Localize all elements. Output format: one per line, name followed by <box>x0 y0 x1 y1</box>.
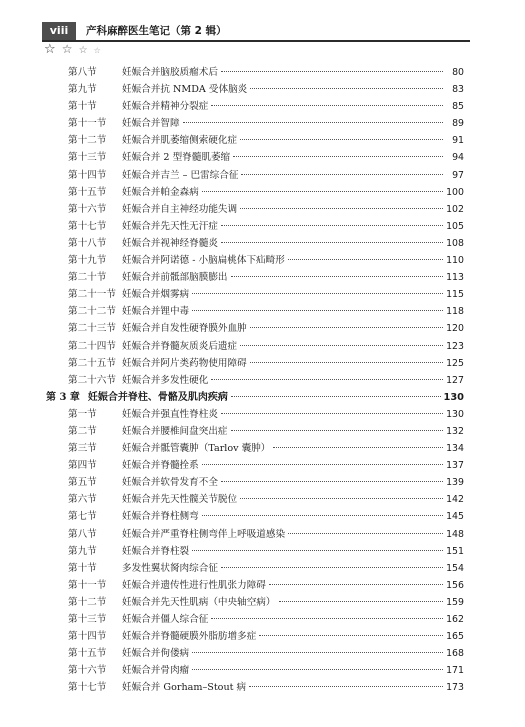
toc-entry-title: 妊娠合并先天性无汗症 <box>122 220 218 232</box>
toc-entry-title: 妊娠合并多发性硬化 <box>122 374 209 386</box>
toc-section-entry[interactable] <box>46 372 464 389</box>
toc-entry-title: 妊娠合并先天性髋关节脱位 <box>122 494 238 506</box>
toc-entry-page: 151 <box>446 545 464 557</box>
toc-entry-number: 第九节 <box>68 84 97 96</box>
toc-section-entry[interactable] <box>46 440 464 457</box>
toc-entry-title: 妊娠合并视神经脊髓炎 <box>122 237 218 249</box>
toc-entry-title: 妊娠合并脊髓灰质炎后遗症 <box>122 340 238 352</box>
toc-entry-title: 妊娠合并骶管囊肿（Tarlov 囊肿） <box>122 443 271 455</box>
dot-leader <box>221 567 443 568</box>
dot-leader <box>288 259 443 260</box>
toc-entry-title: 妊娠合并精神分裂症 <box>122 101 209 113</box>
toc-entry-page: 139 <box>446 477 464 489</box>
toc-entry-page: 127 <box>446 374 464 386</box>
toc-section-entry[interactable] <box>46 457 464 474</box>
dot-leader <box>231 396 441 397</box>
toc-section-entry[interactable] <box>46 526 464 543</box>
toc-entry-page: 154 <box>446 562 464 574</box>
toc-section-entry[interactable] <box>46 491 464 508</box>
toc-entry-page: 162 <box>446 614 464 625</box>
dot-leader <box>269 584 443 585</box>
toc-entry-page: 145 <box>446 511 464 523</box>
toc-section-entry[interactable] <box>46 81 464 98</box>
toc-entry-title: 妊娠合并先天性肌病（中央轴空病） <box>122 596 276 608</box>
toc-entry-number: 第二十五节 <box>68 357 116 369</box>
toc-entry-title: 妊娠合并腰椎间盘突出症 <box>122 425 228 437</box>
toc-entry-number: 第六节 <box>68 494 97 506</box>
toc-section-entry[interactable] <box>46 594 464 611</box>
toc-entry-page: 105 <box>446 220 464 232</box>
toc-entry-page: 159 <box>446 596 464 608</box>
toc-section-entry[interactable] <box>46 252 464 269</box>
toc-section-entry[interactable] <box>46 662 464 679</box>
toc-entry-page: 168 <box>446 648 464 660</box>
toc-entry-title: 妊娠合并 2 型脊髓肌萎缩 <box>122 152 231 164</box>
dot-leader <box>259 635 443 636</box>
book-title: 产科麻醉医生笔记（第 2 辑） <box>86 25 227 37</box>
toc-entry-number: 第十六节 <box>68 665 107 677</box>
toc-entry-page: 125 <box>446 357 464 369</box>
toc-entry-page: 80 <box>452 67 464 78</box>
toc-entry-page: 91 <box>452 135 464 147</box>
toc-entry-number: 第十七节 <box>68 682 107 694</box>
dot-leader <box>240 345 443 346</box>
dot-leader <box>192 669 443 670</box>
dot-leader <box>231 276 443 277</box>
dot-leader <box>183 122 443 123</box>
toc-entry-number: 第二节 <box>68 425 97 437</box>
toc-entry-title: 妊娠合并自主神经功能失调 <box>122 203 238 215</box>
dot-leader <box>249 686 443 687</box>
toc-entry-number: 第八节 <box>68 67 97 78</box>
toc-entry-page: 148 <box>446 528 464 540</box>
toc-entry-page: 100 <box>446 186 464 198</box>
toc-entry-number: 第十三节 <box>68 152 107 164</box>
toc-entry-title: 妊娠合并遗传性进行性肌张力障碍 <box>122 579 266 591</box>
toc-entry-page: 89 <box>452 118 464 130</box>
toc-section-entry[interactable] <box>46 98 464 115</box>
toc-entry-title: 妊娠合并脊髓硬膜外脂肪增多症 <box>122 631 257 643</box>
dot-leader <box>240 208 443 209</box>
toc-section-entry[interactable] <box>46 406 464 423</box>
dot-leader <box>241 174 443 175</box>
toc-entry-page: 137 <box>446 460 464 472</box>
toc-section-entry[interactable] <box>46 320 464 337</box>
toc-entry-number: 第十四节 <box>68 169 107 181</box>
toc-entry-page: 110 <box>446 255 464 267</box>
toc-entry-number: 第二十六节 <box>68 374 116 386</box>
toc-entry-number: 第十节 <box>68 101 97 113</box>
toc-entry-number: 第十一节 <box>68 118 107 130</box>
toc-section-entry[interactable] <box>46 645 464 662</box>
toc-section-entry[interactable] <box>46 269 464 286</box>
toc-entry-number: 第二十一节 <box>68 289 116 301</box>
toc-entry-number: 第十六节 <box>68 203 107 215</box>
toc-entry-number: 第五节 <box>68 477 97 489</box>
toc-section-entry[interactable] <box>46 235 464 252</box>
toc-section-entry[interactable] <box>46 423 464 440</box>
dot-leader <box>250 362 443 363</box>
toc-entry-title: 妊娠合并锂中毒 <box>122 306 190 318</box>
toc-entry-number: 第十五节 <box>68 648 107 660</box>
toc-section-entry[interactable] <box>46 560 464 577</box>
toc-entry-title: 妊娠合并脑胶质瘤术后 <box>122 67 218 78</box>
toc-entry-page: 108 <box>446 237 464 249</box>
toc-section-entry[interactable] <box>46 132 464 149</box>
dot-leader <box>221 481 443 482</box>
toc-entry-number: 第九节 <box>68 545 97 557</box>
toc-section-entry[interactable] <box>46 201 464 218</box>
toc-entry-page: 94 <box>452 152 464 164</box>
dot-leader <box>202 191 443 192</box>
dot-leader <box>202 464 443 465</box>
toc-section-entry[interactable] <box>46 184 464 201</box>
toc-chapter-entry[interactable] <box>46 389 464 406</box>
toc-entry-page: 85 <box>452 101 464 113</box>
dot-leader <box>192 293 443 294</box>
toc-entry-number: 第十一节 <box>68 579 107 591</box>
dot-leader <box>221 413 443 414</box>
toc-section-entry[interactable] <box>46 303 464 320</box>
star-icon: ☆ <box>61 42 73 56</box>
dot-leader <box>233 156 443 157</box>
toc-entry-number: 第二十二节 <box>68 306 116 318</box>
toc-entry-number: 第 3 章 <box>46 391 80 403</box>
toc-entry-page: 120 <box>446 323 464 335</box>
dot-leader <box>221 225 443 226</box>
toc-entry-number: 第十三节 <box>68 614 107 625</box>
toc-entry-number: 第二十三节 <box>68 323 116 335</box>
toc-section-entry[interactable] <box>46 64 464 81</box>
dot-leader <box>211 379 443 380</box>
toc-entry-number: 第一节 <box>68 408 97 420</box>
toc-entry-number: 第十节 <box>68 562 97 574</box>
toc-entry-number: 第十九节 <box>68 255 107 267</box>
toc-section-entry[interactable] <box>46 167 464 184</box>
dot-leader <box>211 105 443 106</box>
toc-section-entry[interactable] <box>46 474 464 491</box>
dot-leader <box>192 550 443 551</box>
toc-entry-title: 妊娠合并智障 <box>122 118 180 130</box>
toc-entry-title: 多发性翼状胬肉综合征 <box>122 562 218 574</box>
toc-entry-title: 妊娠合并自发性硬脊膜外血肿 <box>122 323 247 335</box>
dot-leader <box>202 515 443 516</box>
dot-leader <box>211 618 443 619</box>
toc-entry-title: 妊娠合并脊柱裂 <box>122 545 190 557</box>
toc-entry-number: 第十八节 <box>68 237 107 249</box>
toc-entry-number: 第十七节 <box>68 220 107 232</box>
toc-entry-title: 妊娠合并软骨发育不全 <box>122 477 218 489</box>
toc-entry-title: 妊娠合并脊髓拴系 <box>122 460 199 472</box>
toc-entry-title: 妊娠合并肌萎缩侧索硬化症 <box>122 135 238 147</box>
toc-section-entry[interactable] <box>46 508 464 525</box>
toc-entry-title: 妊娠合并烟雾病 <box>122 289 190 301</box>
toc-entry-number: 第二十四节 <box>68 340 116 352</box>
dot-leader <box>221 71 443 72</box>
toc-section-entry[interactable] <box>46 543 464 560</box>
toc-entry-title: 妊娠合并 Gorham–Stout 病 <box>122 682 247 694</box>
toc-entry-number: 第三节 <box>68 443 97 455</box>
toc-section-entry[interactable] <box>46 218 464 235</box>
toc-entry-title: 妊娠合并帕金森病 <box>122 186 199 198</box>
dot-leader <box>221 242 443 243</box>
toc-entry-title: 妊娠合并抗 NMDA 受体脑炎 <box>122 84 248 96</box>
toc-entry-title: 妊娠合并阿诺德 - 小脑扁桃体下疝畸形 <box>122 255 285 267</box>
star-icon: ☆ <box>93 46 101 55</box>
toc-entry-number: 第十五节 <box>68 186 107 198</box>
toc-entry-title: 妊娠合并骨肉瘤 <box>122 665 190 677</box>
dot-leader <box>240 139 443 140</box>
toc-entry-title: 妊娠合并脊柱侧弯 <box>122 511 199 523</box>
toc-entry-page: 83 <box>452 84 464 96</box>
toc-section-entry[interactable] <box>46 115 464 132</box>
toc-section-entry[interactable] <box>46 577 464 594</box>
toc-entry-page: 173 <box>446 682 464 694</box>
toc-entry-page: 115 <box>446 289 464 301</box>
toc-entry-page: 130 <box>446 408 464 420</box>
dot-leader <box>250 327 443 328</box>
dot-leader <box>279 601 444 602</box>
toc-entry-title: 妊娠合并僵人综合征 <box>122 614 209 625</box>
page-number: viii <box>42 22 76 40</box>
toc-entry-page: 130 <box>443 391 464 403</box>
toc-entry-page: 165 <box>446 631 464 643</box>
dot-leader <box>192 310 443 311</box>
toc-section-entry[interactable] <box>46 286 464 303</box>
toc-entry-title: 妊娠合并阿片类药物使用障碍 <box>122 357 247 369</box>
dot-leader <box>192 652 443 653</box>
toc-entry-page: 118 <box>446 306 464 318</box>
toc-section-entry[interactable] <box>46 611 464 628</box>
toc-entry-number: 第七节 <box>68 511 97 523</box>
toc-entry-page: 142 <box>446 494 464 506</box>
toc-entry-title: 妊娠合并强直性脊柱炎 <box>122 408 218 420</box>
dot-leader <box>250 88 443 89</box>
toc-entry-title: 妊娠合并严重脊柱侧弯伴上呼吸道感染 <box>122 528 286 540</box>
toc-entry-title: 妊娠合并吉兰 – 巴雷综合征 <box>122 169 239 181</box>
toc-section-entry[interactable] <box>46 628 464 645</box>
toc-entry-number: 第二十节 <box>68 272 107 284</box>
toc-entry-page: 123 <box>446 340 464 352</box>
toc-section-entry[interactable] <box>46 338 464 355</box>
dot-leader <box>231 430 443 431</box>
toc-entry-page: 132 <box>446 425 464 437</box>
toc-section-entry[interactable] <box>46 355 464 372</box>
toc-entry-number: 第十四节 <box>68 631 107 643</box>
toc-entry-number: 第四节 <box>68 460 97 472</box>
dot-leader <box>273 447 443 448</box>
toc-entry-page: 171 <box>446 665 464 677</box>
star-rating <box>44 40 102 56</box>
star-icon: ☆ <box>78 45 88 56</box>
toc-entry-title: 妊娠合并佝偻病 <box>122 648 190 660</box>
star-icon: ☆ <box>44 42 56 57</box>
toc-entry-number: 第十二节 <box>68 135 107 147</box>
toc-entry-number: 第八节 <box>68 528 97 540</box>
dot-leader <box>288 533 443 534</box>
toc-entry-number: 第十二节 <box>68 596 107 608</box>
toc-entry-title: 妊娠合并前骶部脑膜膨出 <box>122 272 228 284</box>
toc-entry-page: 102 <box>446 203 464 215</box>
toc-section-entry[interactable] <box>46 679 464 696</box>
toc-section-entry[interactable] <box>46 149 464 166</box>
dot-leader <box>240 498 443 499</box>
toc-entry-title: 妊娠合并脊柱、骨骼及肌肉疾病 <box>87 391 228 403</box>
toc-entry-page: 97 <box>452 169 464 181</box>
running-header <box>42 22 470 42</box>
toc-entry-page: 113 <box>446 272 464 284</box>
table-of-contents <box>46 64 464 696</box>
toc-entry-page: 134 <box>446 443 464 455</box>
toc-entry-page: 156 <box>446 579 464 591</box>
